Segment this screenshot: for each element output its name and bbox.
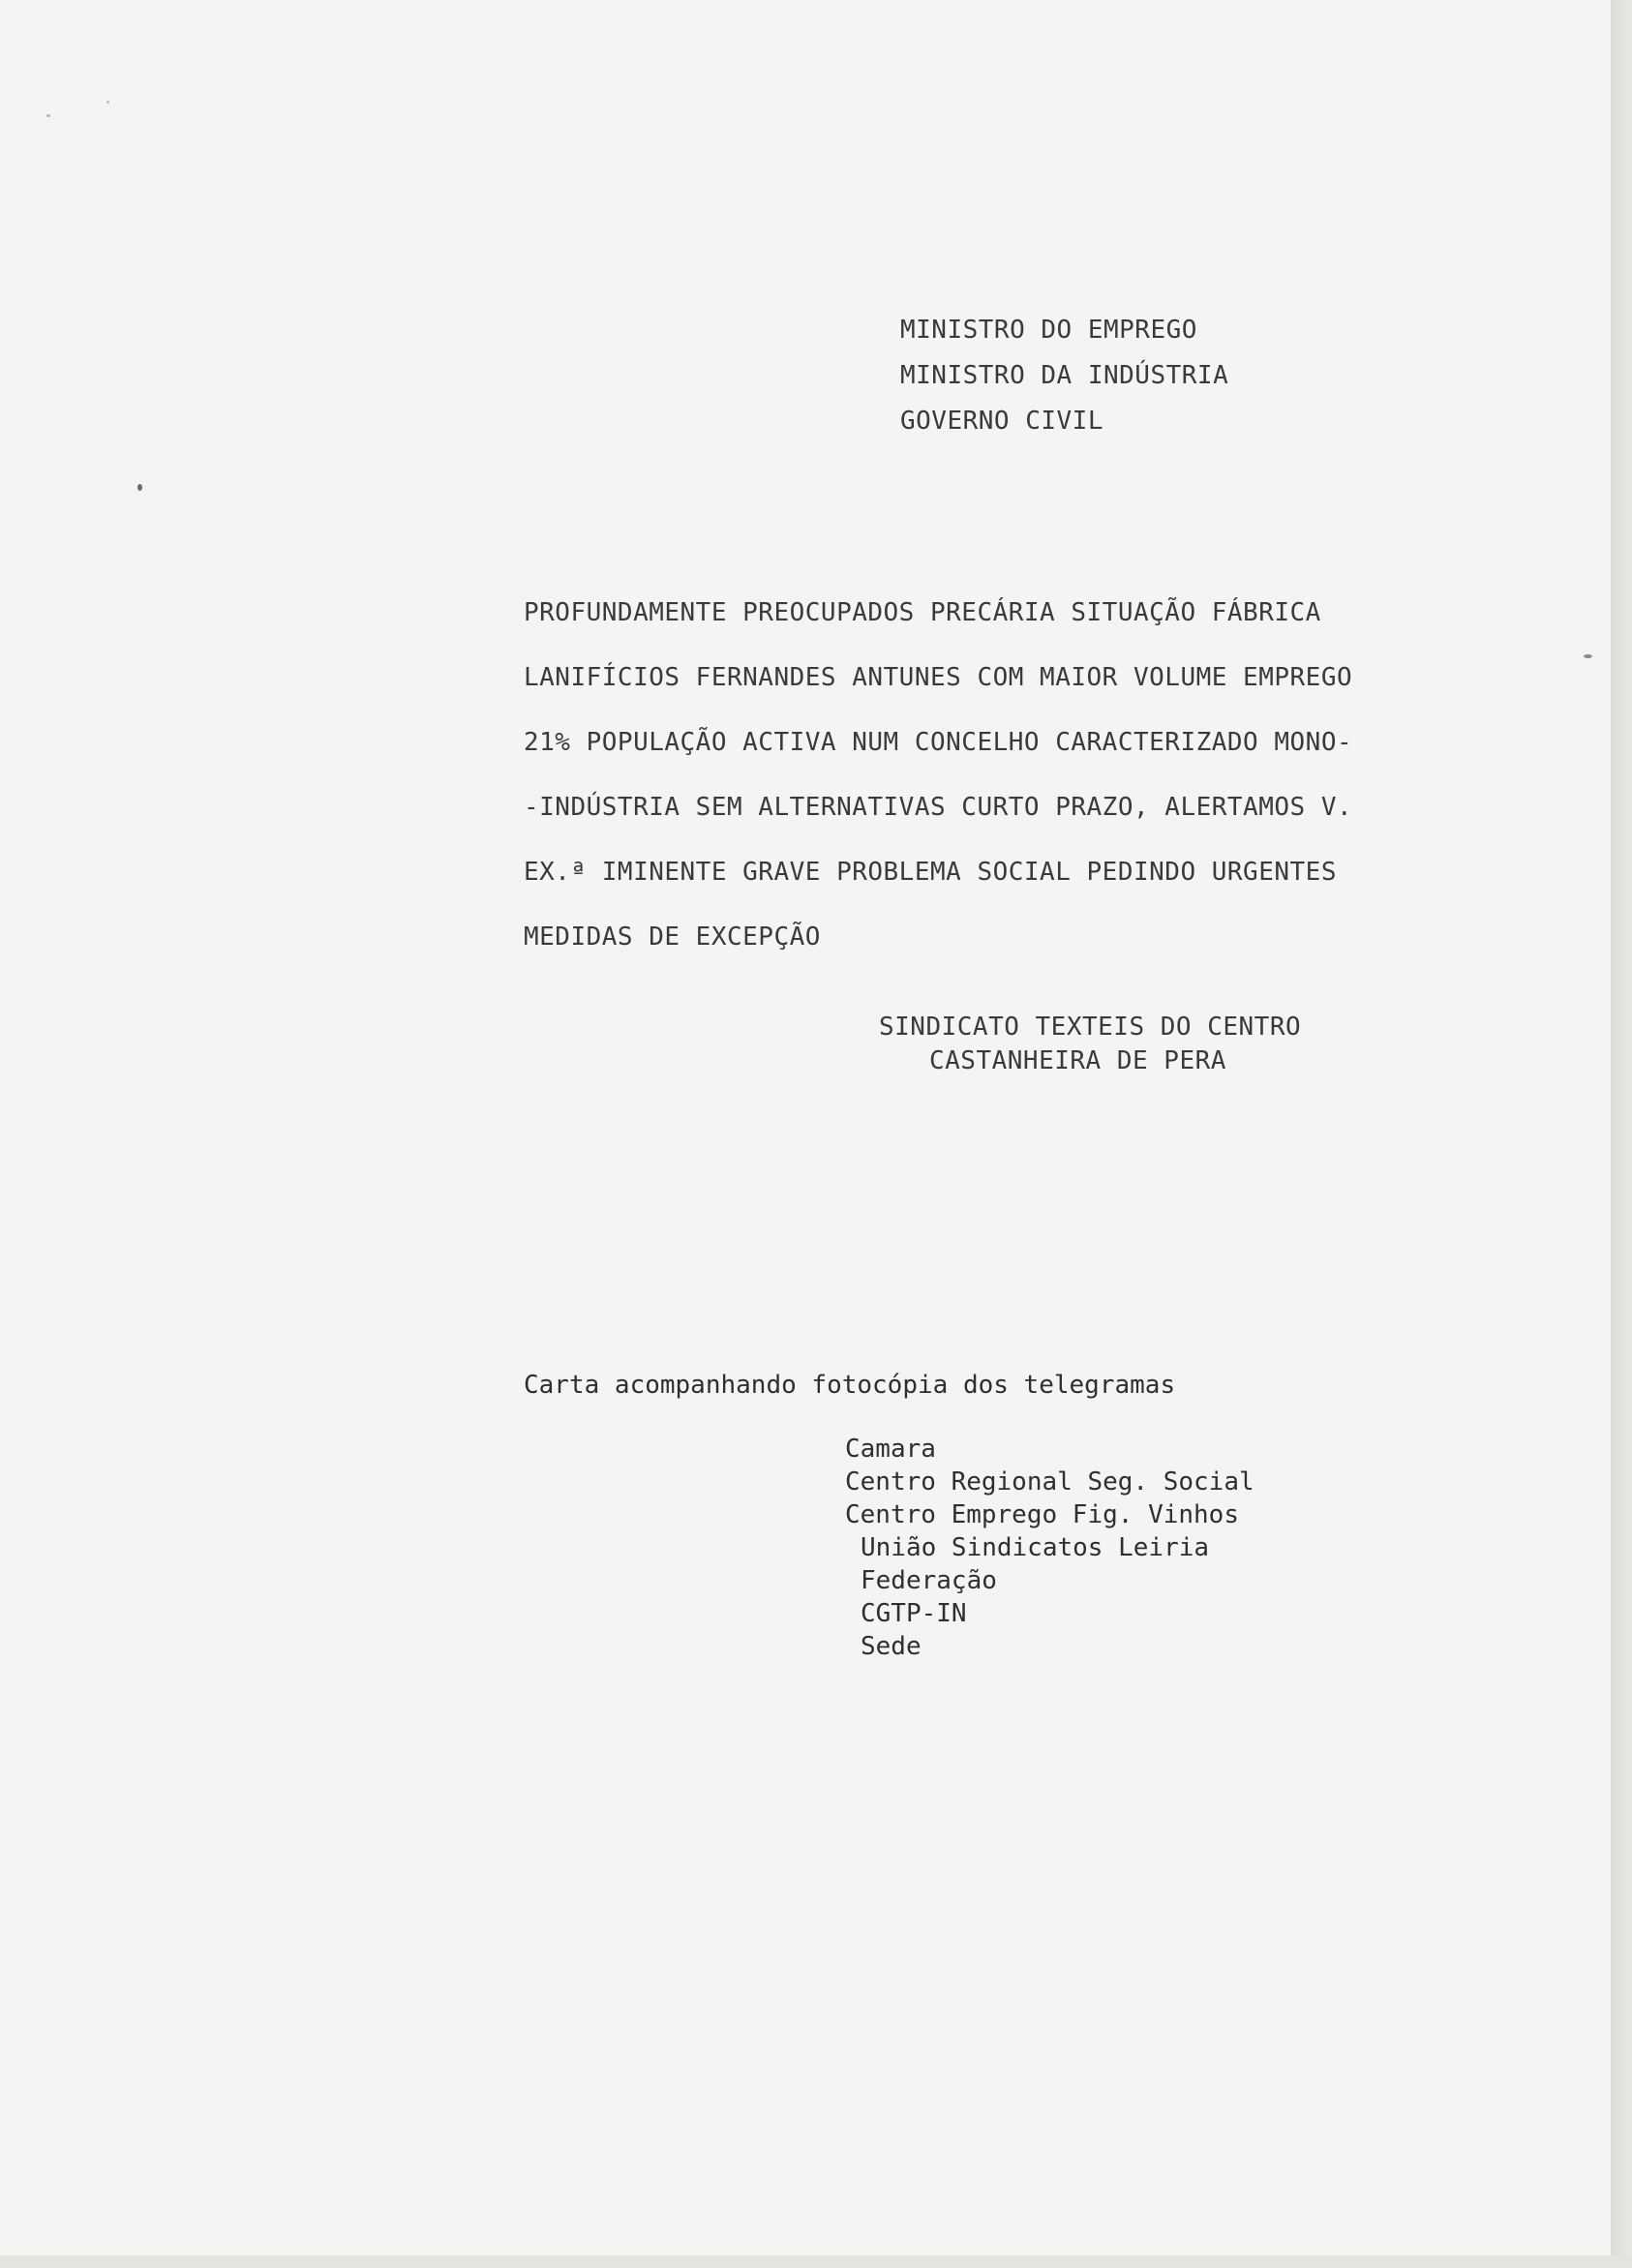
copies-list [845,1433,1254,1663]
addressee-line: MINISTRO DA INDÚSTRIA [900,361,1229,390]
addressee-line: MINISTRO DO EMPREGO [900,316,1197,345]
addressee-line: GOVERNO CIVIL [900,407,1103,436]
signature-location: CASTANHEIRA DE PERA [929,1046,1226,1075]
ink-speck [46,114,50,117]
telegram-line: -INDÚSTRIA SEM ALTERNATIVAS CURTO PRAZO, ALERTAMOS V. [524,793,1353,822]
telegram-line: EX.ª IMINENTE GRAVE PROBLEMA SOCIAL PEDINDO URGENTES [524,858,1337,887]
copy-recipient: CGTP-IN [861,1599,967,1628]
telegram-line: PROFUNDAMENTE PREOCUPADOS PRECÁRIA SITUAÇÃO FÁBRICA [524,598,1321,627]
ink-speck [137,484,142,491]
ink-speck [106,101,109,104]
telegram-line: LANIFÍCIOS FERNANDES ANTUNES COM MAIOR VOLUME EMPREGO [524,663,1353,692]
copy-recipient: Federação [861,1566,997,1595]
signature-block [879,1011,1301,1078]
telegram-line: 21% POPULAÇÃO ACTIVA NUM CONCELHO CARACTERIZADO MONO- [524,728,1353,757]
signature-organization: SINDICATO TEXTEIS DO CENTRO [879,1013,1302,1042]
page-edge-right [1611,0,1632,2268]
telegram-body [524,581,1352,970]
copy-recipient: Centro Regional Seg. Social [845,1467,1254,1497]
telegram-line: MEDIDAS DE EXCEPÇÃO [524,922,821,952]
cover-note-text: Carta acompanhando fotocópia dos telegramas [524,1371,1176,1400]
ink-speck [1584,654,1592,658]
copy-recipient: Camara [845,1435,936,1464]
addressee-block [900,308,1228,444]
cover-note [524,1366,1175,1405]
copy-recipient: União Sindicatos Leiria [861,1533,1210,1562]
page-edge-bottom [0,2255,1632,2268]
copy-recipient: Sede [861,1632,922,1661]
copy-recipient: Centro Emprego Fig. Vinhos [845,1500,1239,1529]
